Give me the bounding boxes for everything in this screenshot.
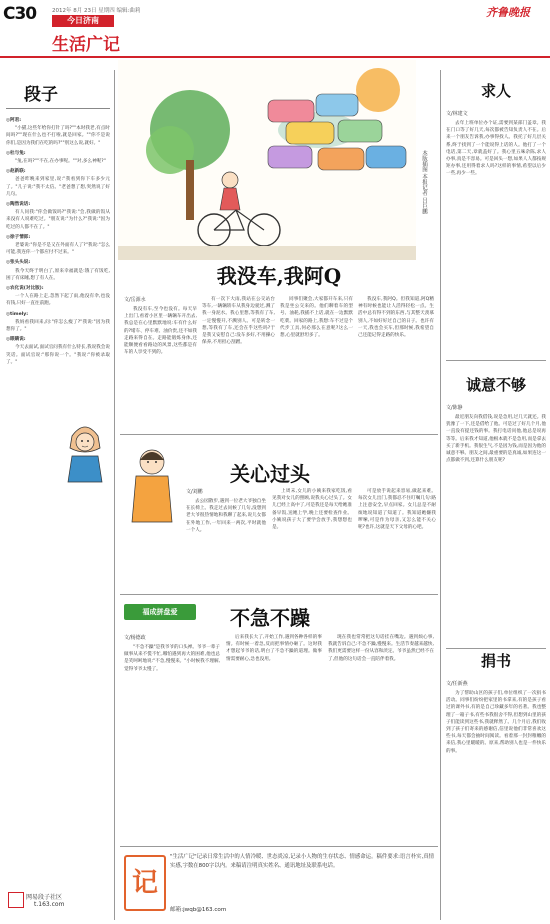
right-article-1-text: 去年上班单位办个证,需要到某部门盖章。我在门口等了好几天,每次都被告知负责人不在。后来一个朋友告诉我,办事得找人。我托了好几层关系,终于找到了一个能说得上话的人。他打了一个电话,第二天,章就盖好了。我心里五味杂陈,求人办事,真是不容易。可是回头一想,如果人人都按规矩办事,还用得着求人吗?这样的事情,希望以后少一些,再少一些。	[446, 121, 546, 177]
article-2	[120, 440, 438, 590]
joke-author: ◎赵新联:	[6, 169, 26, 175]
bottom-note-email: 邮箱:jwqb@163.com	[170, 907, 227, 913]
article-1-col-1-text: 我没有车,至今也没有。每天早上出门,看着小区里一辆辆车开出去,我总是在心里默默地说:车有什么好的?堵车、停车难、油价贵,还不如我走路来得自在。走路能锻炼身体,还能顺便看看路边的风景,这些都是有车的人享受不到的。	[124, 307, 197, 356]
joke-text: 今天去面试,面试官问我有什么特长,我说我会说笑话。面试官说:"那你说一个。"我说:"你被录取了。"	[6, 345, 110, 365]
divider-1	[120, 434, 438, 435]
cartoon-illustration	[62, 414, 108, 484]
jokes-column	[6, 80, 110, 920]
section-title: 生活广记	[52, 35, 120, 55]
article-1-byline: 文/岳源水	[124, 297, 146, 303]
joke-text: 我妈看我回来,问:"你怎么瘦了?"我说:"因为我想你了。"	[6, 319, 110, 333]
netease-logo-icon	[8, 892, 24, 908]
article-3	[120, 598, 438, 838]
right-column	[446, 70, 546, 920]
joke-text: "小猫,这些年给你打针了吗?""本时我老,有点时间吗?""现在什么也不打啦,就是回家。""你不是说你们,是因为我们在吃的吗?""别这么说,就好。"	[6, 126, 110, 146]
column-divider-right	[440, 70, 441, 920]
jokes-title: 段子	[24, 85, 58, 105]
article-1-col-1	[124, 306, 197, 424]
bottom-note-paragraph: "生活广记"记录日常生活中的人情冷暖、世态炎凉,记录小人物的生存状态、情感命运。稿件要求:语言朴实,真情实感,字数在800字以内。来稿请注明真实姓名、通讯地址及联系电话。	[170, 854, 434, 869]
article-1-title: 我没车,我阿Q	[216, 264, 342, 288]
right-divider-1	[446, 360, 546, 361]
article-3-badge	[124, 604, 196, 620]
article-3-col-3-text: 现在我也常常把这句话挂在嘴边。遇到烦心事,我就告诉自己:不急不躁,慢慢来。生活节奏越来越快,我们更需要这样一份从容和淡定。爷爷虽然已经不在了,但他的这句话会一直陪伴着我。	[328, 635, 434, 662]
article-1-col-4	[358, 296, 434, 424]
right-article-1-title: 求人	[480, 82, 511, 100]
joke-text: 我今天终于明白了,原来幸福就是:饿了有饭吃,困了有床睡,想了有人在。	[6, 268, 110, 281]
article-2-col-3-text: 可是放手说起来容易,做起来难。每次女儿出门,我都忍不住叮嘱几句:路上注意安全,早点回家。女儿总是不耐烦地说知道了知道了。我知道她嫌我啰嗦,可是作为母亲,又怎么能不关心呢?也许,这就是天下父母的心吧。	[358, 489, 436, 531]
joke-text: "兔,在吗?""不在,在办事呢。""对,多么神呢?"	[15, 159, 106, 165]
right-article-3-text: 为了帮助山区的孩子们,单位组织了一次捐书活动。同事们纷纷把家里的书拿来,有的是孩子看过的课外书,有的是自己珍藏多年的名著。我也整理了一箱子书,有些书我很舍不得,但想到山里的孩子们能读到这些书,我就释然了。几个月后,我们收到了孩子们寄来的感谢信,信里说他们非常喜欢这些书,每天都会抽时间阅读。看着那一封封稚嫩的来信,我心里暖暖的。原来,帮助别人也是一件快乐的事。	[446, 691, 546, 754]
right-article-2-byline: 文/陈静	[446, 405, 463, 411]
page-header	[0, 0, 550, 60]
section-tab	[52, 15, 114, 27]
joke-author: ◎眼睛说:	[6, 337, 26, 343]
right-article-3-title: 捐书	[480, 652, 511, 670]
illustration-credit-label: 本版插图	[421, 150, 427, 172]
date-line: 2012年 8月 23日 星期四 编辑:曲莉	[52, 8, 141, 14]
bottom-note-badge-text: 记	[131, 868, 158, 898]
article-3-col-3	[328, 634, 434, 830]
article-1-col-2-text: 有一次下大雨,我站在公交站台等车,一辆辆轿车从我身边驶过,溅了我一身泥水。我心里想,等我有了车,一定慢慢开,不溅别人。可是转念一想,等我有了车,还会在乎这些吗?于是我又安慰自己:没车多好,不用操心保养,不用担心刮蹭。	[202, 297, 275, 346]
right-article-3-body	[446, 690, 546, 914]
joke-text: 一个人在路上走,忽然下起了雨,他没有伞,也没有钱,只好一直往前跑。	[6, 294, 110, 307]
column-divider-left	[114, 70, 115, 920]
article-3-col-1-text: "不急不躁"是我爷爷的口头禅。爷爷一辈子做事从来不慌不忙,哪怕遇到再大的困难,他也总是笑呵呵地说:"不急,慢慢来。"小时候我不理解,觉得爷爷太慢了。	[124, 645, 220, 672]
right-article-1-body	[446, 120, 546, 352]
article-3-col-2-text: 后来我长大了,开始工作,遇到各种各样的事情。有时候一着急,反而把事情办砸了。这时我才想起爷爷的话,明白了不急不躁的道理。做事情需要耐心,急也没用。	[226, 635, 322, 662]
article-2-byline: 文/刘鹏	[186, 489, 203, 495]
main-illustration	[118, 60, 416, 260]
joke-author: ◎陶然说话:	[6, 202, 31, 208]
article-2-col-1-text: 去公园散步,遇到一位老大爷独自坐在长椅上。我走过去问候了几句,没想到老大爷很热情地和我聊了起来,说儿女都在外地工作,一年回来一两次,平时就他一个人。	[186, 499, 266, 533]
jokes-footer	[6, 890, 110, 916]
right-article-1-byline: 文/林建文	[446, 111, 468, 117]
article-2-col-1	[186, 498, 266, 586]
right-article-2-text: 最近朋友向我借钱,说是急用,过几天就还。我犹豫了一下,还是借给了他。可是过了好几个月,他一直没有提还钱的事。我打电话问他,他总是说再等等。后来我才知道,他根本就不是急用,而是拿去买了新手机。我很生气,不是因为钱,而是因为他的诚意不够。朋友之间,最重要的是真诚,如果连这一点都做不到,还算什么朋友呢?	[446, 415, 546, 464]
joke-author: ◎阿君:	[6, 118, 22, 123]
masthead-logo: 齐鲁晚报	[486, 6, 530, 19]
joke-author: ◎农化说(对比版):	[6, 286, 44, 292]
joke-author: ◎杜与兔:	[6, 150, 26, 156]
bottom-note-text	[170, 853, 434, 901]
bottom-note	[120, 846, 438, 919]
right-article-2-title: 诚意不够	[465, 376, 526, 394]
bottom-note-badge	[124, 855, 166, 911]
article-1-col-4-text: 我没车,我阿Q。但我知道,阿Q精神有时候也能让人活得轻松一点。生活中总有得不到的东西,与其整天羡慕别人,不如好好过自己的日子。也许有一天,我也会买车,但那时候,我希望自己还能记得走路的快乐。	[358, 297, 434, 339]
joke-author: ◎张头头说:	[6, 260, 31, 266]
header-rule	[0, 56, 550, 58]
article-1-col-3-text: 同事们聚会,大家都开车来,只有我是坐公交来的。他们聊着车的型号、油耗,我插不上话,就在一边默默吃菜。回家的路上,我想:车不过是个代步工具,何必那么在意呢?这么一想,心里就舒坦多了。	[280, 297, 353, 339]
article-3-badge-text: 福成拼盘爱	[142, 608, 178, 616]
joke-author: ◎timely:	[6, 311, 29, 317]
illustration-credit-name: 本报记者 吕巨鹏	[421, 173, 427, 214]
section-top-label: 今日济南	[67, 16, 99, 25]
article-3-col-1	[124, 644, 220, 830]
joke-text: 爸爸昨晚来到家里,说:"我看到你下车多少元了。"儿子说:"我不太信。"老爸想了想,突然说了好几句。	[6, 177, 110, 197]
article-3-title: 不急不躁	[230, 606, 310, 630]
right-article-3-byline: 文/任新燕	[446, 681, 468, 687]
divider-2	[120, 594, 438, 595]
joke-text: 有人问我:"你会做饭吗?"我说:"会,我做的饭从来没有人说难吃过。"朋友说:"为什么?"我说:"因为吃过的人都不在了。"	[6, 210, 110, 230]
illustration-credit	[416, 150, 428, 250]
article-2-illustration	[122, 444, 182, 524]
article-2-col-2	[272, 488, 352, 586]
jokes-footer-url: t.163.com	[34, 901, 65, 908]
page-number: C30	[3, 4, 37, 24]
right-article-2-body	[446, 414, 546, 642]
article-3-byline: 文/杨德政	[124, 635, 146, 641]
jokes-footer-name: 网易段子社区	[26, 894, 63, 901]
article-2-title: 关心过头	[230, 462, 310, 486]
article-2-col-3	[358, 488, 436, 586]
article-3-col-2	[226, 634, 322, 830]
right-divider-2	[446, 648, 546, 649]
joke-author: ◎徐子情郎:	[6, 234, 31, 240]
article-1-col-2	[202, 296, 275, 424]
article-1	[120, 262, 438, 432]
joke-text: 老婆说:"你是不是又在外面有人了?"我说:"怎么可能,我连你一个都应付不过来。"	[6, 243, 110, 256]
article-2-col-2-text: 上周末,女儿的小姨来我家吃饭,看见我对女儿的照顾,说我关心过头了。女儿已经上高中了,可是我还是每天给她准备早饭,送她上学,晚上还要检查作业。小姨说孩子大了要学会放手,我想想也是。	[272, 489, 352, 531]
jokes-title-rule	[6, 108, 110, 109]
article-1-col-3	[280, 296, 353, 424]
